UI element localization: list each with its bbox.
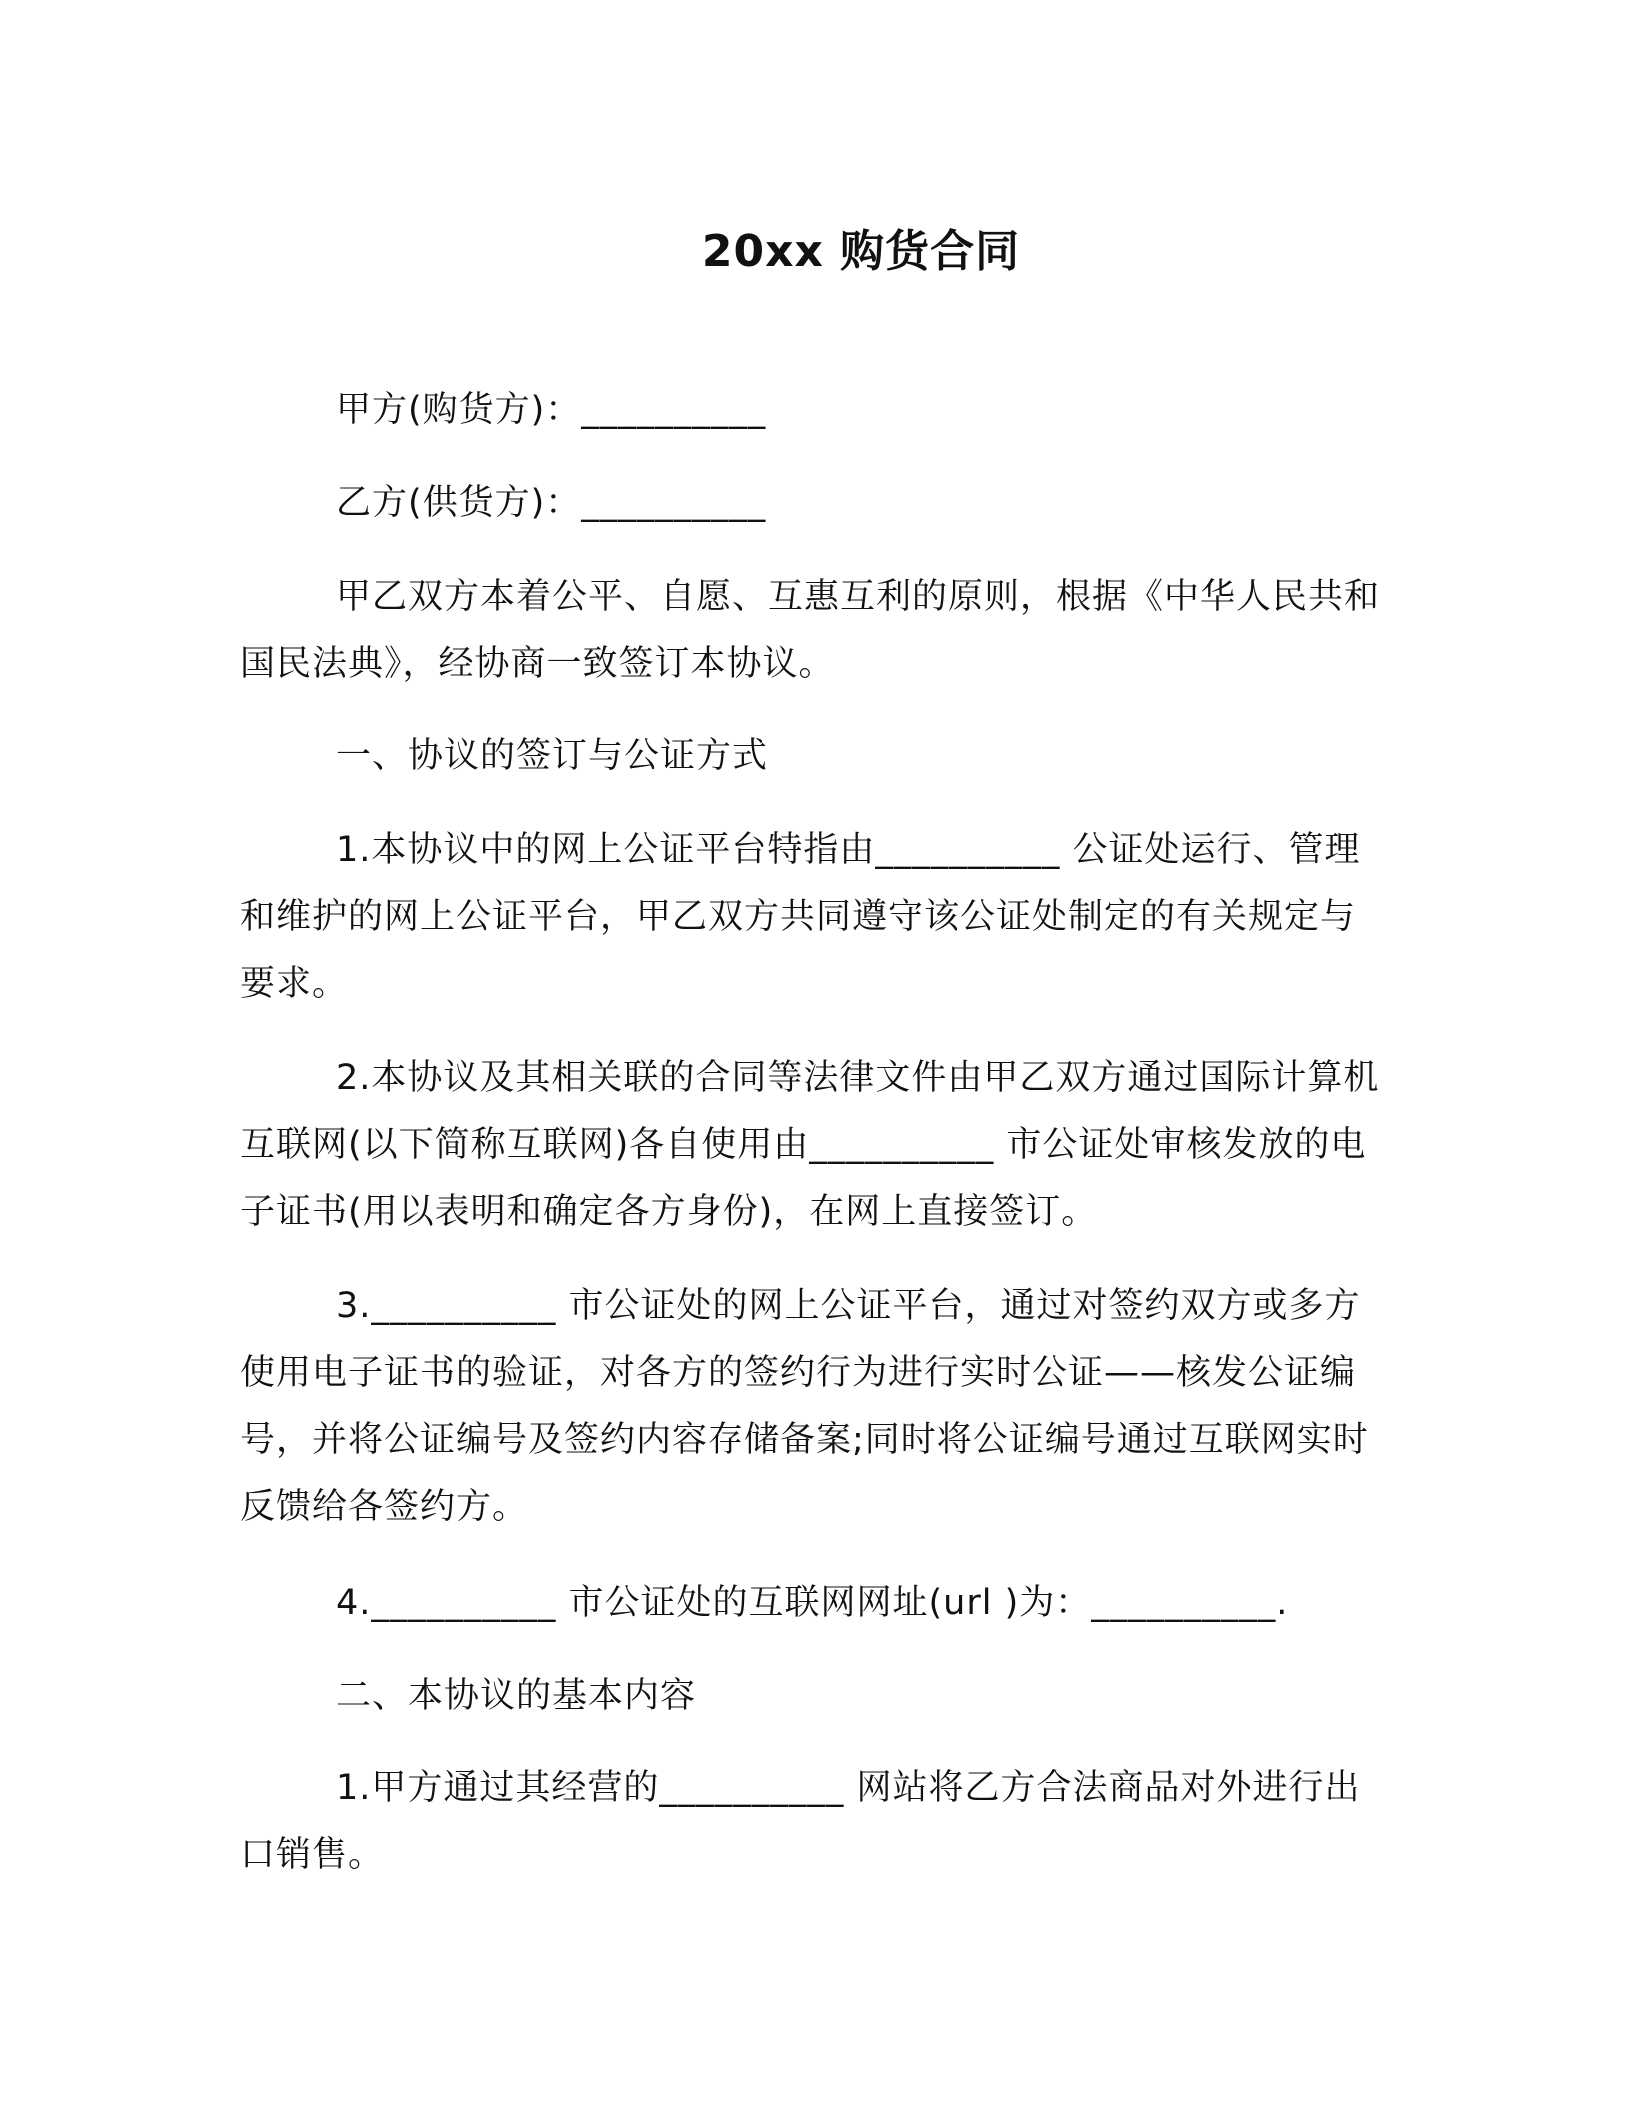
section-1-item-4: 4.__________ 市公证处的互联网网址(url )为：__________. — [336, 1583, 1289, 1623]
section-1-item-2: 2.本协议及其相关联的合同等法律文件由甲乙双方通过国际计算机互联网(以下简称互联网)各自使用由__________ 市公证处审核发放的电子证书(用以表明和确定各方身份)，在网上直接签订。 — [240, 1058, 1380, 1232]
section-2-heading: 二、本协议的基本内容 — [336, 1676, 697, 1716]
party-b-line: 乙方(供货方)：__________ — [336, 483, 767, 523]
document-title: 20xx 购货合同 — [701, 226, 1021, 277]
section-1-item-3: 3.__________ 市公证处的网上公证平台，通过对签约双方或多方使用电子证书的验证，对各方的签约行为进行实时公证——核发公证编号，并将公证编号及签约内容存储备案;同时将公证编号通过互联网实时反馈给各签约方。 — [240, 1286, 1369, 1527]
intro-paragraph: 甲乙双方本着公平、自愿、互惠互利的原则，根据《中华人民共和国民法典》，经协商一致签订本协议。 — [240, 577, 1381, 684]
section-2-item-1: 1.甲方通过其经营的__________ 网站将乙方合法商品对外进行出口销售。 — [240, 1768, 1361, 1875]
section-1-item-1: 1.本协议中的网上公证平台特指由__________ 公证处运行、管理和维护的网上公证平台，甲乙双方共同遵守该公证处制定的有关规定与要求。 — [240, 830, 1361, 1004]
party-a-line: 甲方(购货方)：__________ — [336, 390, 767, 430]
section-1-heading: 一、协议的签订与公证方式 — [336, 736, 769, 776]
